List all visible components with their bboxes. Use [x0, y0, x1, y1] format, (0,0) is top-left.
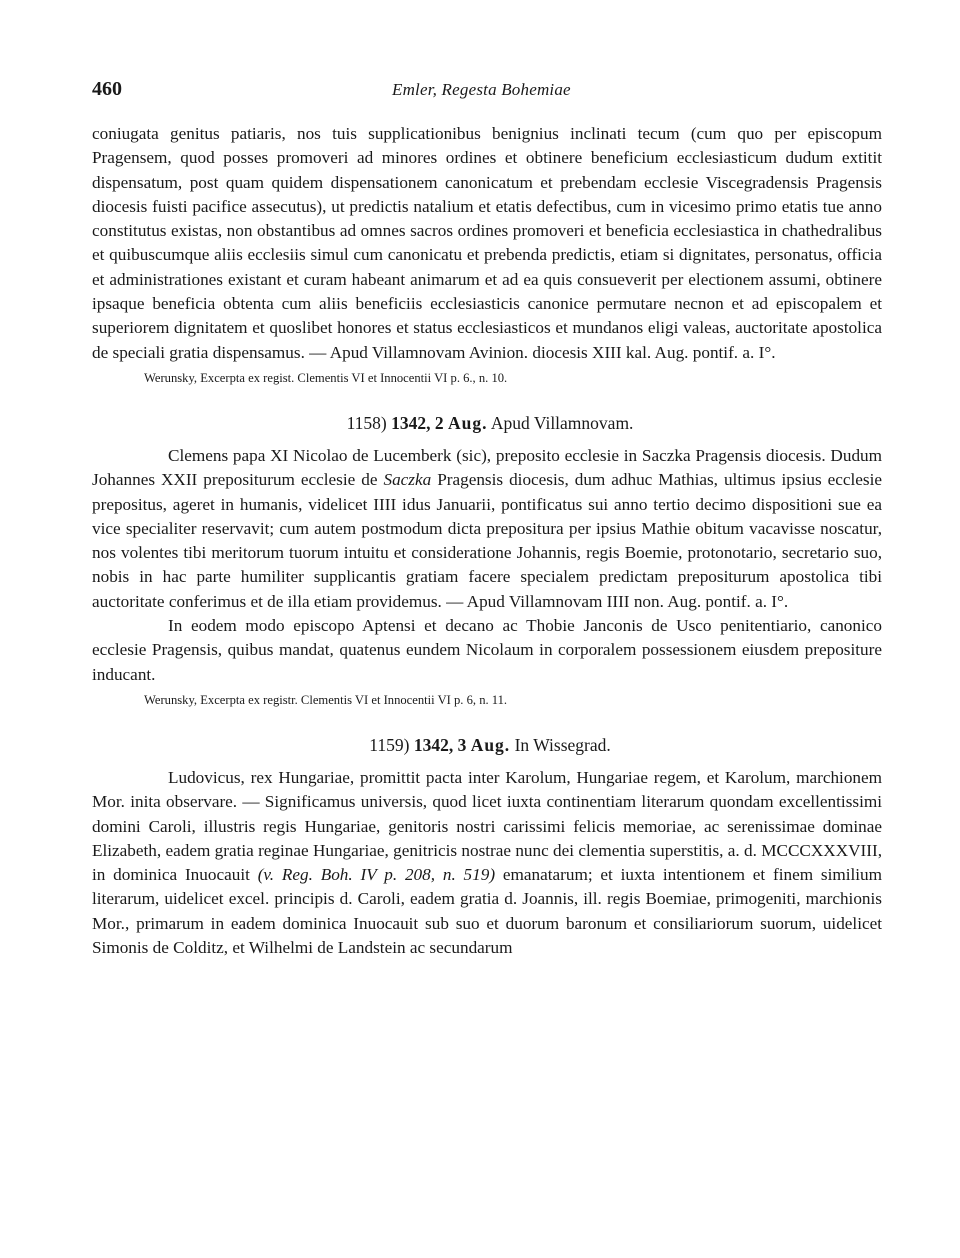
entry-date: 1342, 3 [413, 734, 467, 755]
entry-place: In Wissegrad. [514, 734, 611, 755]
entry-1159-paragraph [92, 766, 882, 960]
entry-heading-1159 [92, 735, 882, 756]
document-page [92, 78, 882, 960]
entry-number: 1158) [346, 412, 387, 433]
text-run: Pragensis diocesis, dum adhuc Mathias, ultimus ipsius ecclesie prepositus, ageret in humanis, videlicet IIII idus Januarii, pontificatus sui anno tertio decimo dispositioni sue ea vice specialiter reservavit; cum autem postmodum dicta prepositura per ipsius Mathie obitum vacavisse noscatur, nos volentes tibi meritorum tuorum intuitu et consideratione Johannis, regis Boemie, protonotario, secretario suo, nobis in hac parte humiliter supplicantis gratiam facere specialem predictam prepositurum apostolica tibi auctoritate conferimus et de illa etiam providemus. — Apud Villamnovam IIII non. Aug. pontif. a. I°. [92, 470, 882, 611]
entry-date: 1342, 2 [391, 412, 444, 433]
italic-citation: (v. Reg. Boh. IV p. 208, n. 519) [257, 865, 496, 885]
text-run: Ludovicus, rex Hungariae, promittit pacta inter Karolum, Hungariae regem, et Karolum, marchionem Mor. inita observare. — Significamus universis, quod licet iuxta continentiam literarum quondam excellentissimi domini Caroli, illustris regis Hungariae, genitoris nostri carissimi felicis memoriae, ac serenissimae dominae Elizabeth, eadem gratia reginae Hungariae, genitricis nostrae nunc dei clementia superstitis, a. d. MCCCXXXVIII, in dominica Inuocauit [92, 767, 882, 885]
running-title: Emler, Regesta Bohemiae [392, 80, 571, 99]
italic-place-name: Saczka [383, 470, 432, 490]
entry-heading-1158 [92, 413, 882, 434]
entry-place: Apud Villamnovam. [490, 412, 634, 433]
text-run: emanatarum; et iuxta intentionem et finem similium literarum, uidelicet excel. principis d. Caroli, eadem gratia d. Joannis, ill. regis Boemiae, primogeniti, marchionis Mor., primarum in eadem dominica Inuocauit sub suo et duorum baronum et consiliariorum suorum, uidelicet Simonis de Colditz, et Wilhelmi de Landstein ac secundarum [92, 865, 883, 958]
running-head [92, 78, 882, 108]
text-run: Clemens papa XI Nicolao de Lucemberk (sic), preposito ecclesie in Saczka Pragensis diocesis. Dudum Johannes XXII prepositurum ecclesie de [92, 445, 882, 490]
entry-1158-paragraph-2: In eodem modo episcopo Aptensi et decano ac Thobie Janconis de Usco penitentiario, canonico ecclesie Pragensis, quibus mandat, quatenus eundem Nicolaum in corporalem possessionem eiusdem prepositure inducant. [92, 616, 882, 684]
source-citation: Werunsky, Excerpta ex regist. Clementis VI et Innocentii VI p. 6., n. 10. [144, 370, 508, 385]
entry-month: Aug. [448, 412, 488, 433]
entry-1158-paragraph-1 [92, 444, 882, 614]
entry-number: 1159) [369, 734, 410, 755]
entry-month: Aug. [470, 734, 511, 755]
source-citation: Werunsky, Excerpta ex registr. Clementis VI et Innocentii VI p. 6, n. 11. [144, 692, 508, 707]
page-number: 460 [92, 78, 122, 100]
continuation-paragraph: coniugata genitus patiaris, nos tuis supplicationibus benignius inclinati tecum (cum quo per episcopum Pragensem, quod posses promoveri ad minores ordines et obtinere beneficium ecclesiasticum dudum extitit dispensatum, post quam quidem dispensationem canonicatum et prebendam ecclesie Viscegradensis Pragensis diocesis fuisti pacifice assecutus), ut predictis natalium et etatis defectibus, cum in vicesimo primo etatis tue anno constitutus existas, non obstantibus ad omnes sacros ordines promoveri et beneficia ecclesiastica in chathedralibus et quibuscumque aliis ecclesiis simul cum canonicatu et prebenda predictis, etiam si dignitates, personatus, officia et administrationes existant et curam habeant animarum et ad ea quis consueverit per electionem assumi, obtinere ipsaque beneficia obtenta cum aliis beneficiis ecclesiasticis canonice permutare necnon et ad episcopalem et superiorem dignitatem et quoslibet honores et status ecclesiasticos et mundanos eligi valeas, auctoritate apostolica de speciali gratia dispensamus. — Apud Villamnovam Avinion. diocesis XIII kal. Aug. pontif. a. I°. [92, 124, 882, 362]
